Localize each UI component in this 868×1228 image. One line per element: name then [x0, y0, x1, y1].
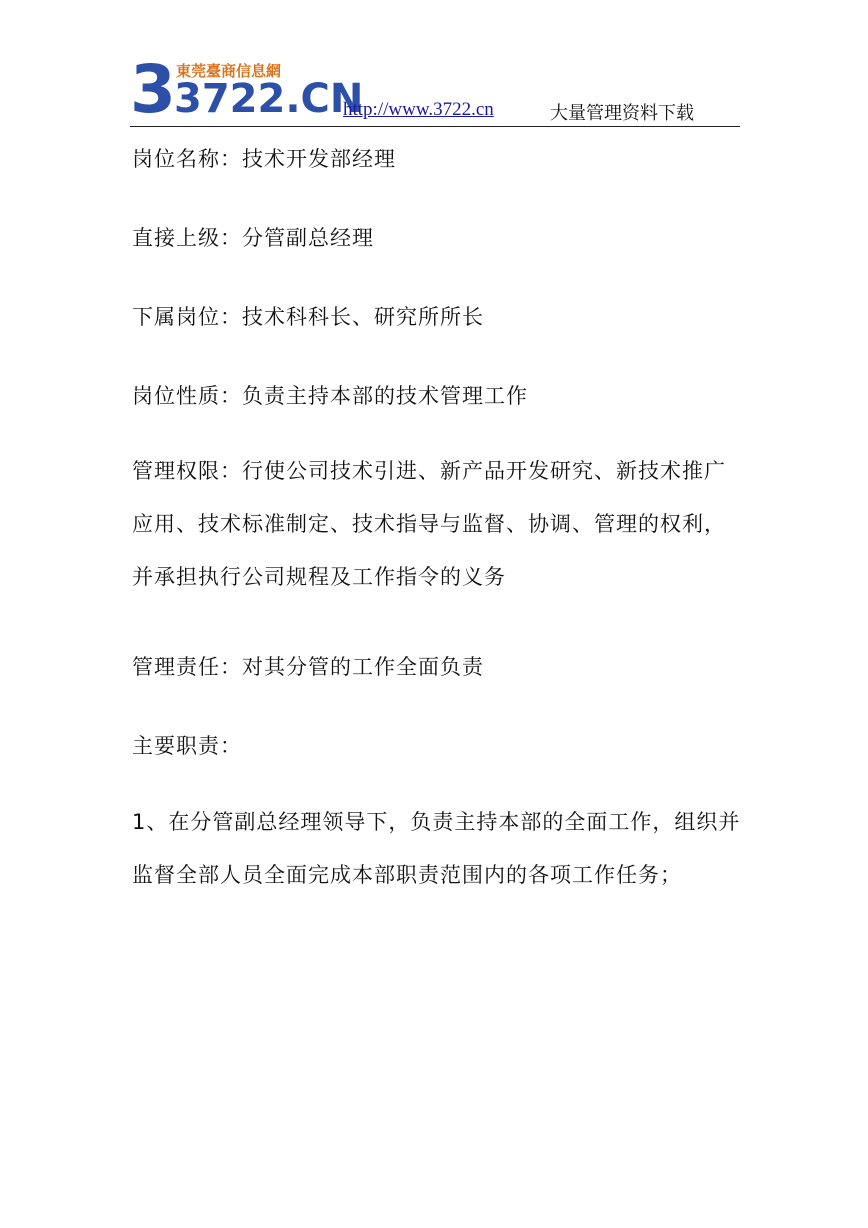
field-label: 岗位名称：	[132, 147, 242, 171]
header-divider	[130, 126, 740, 127]
field-label: 直接上级：	[132, 226, 242, 250]
duties-heading: 主要职责：	[132, 734, 242, 758]
svg-text:3: 3	[130, 51, 176, 128]
field-label: 岗位性质：	[132, 384, 242, 408]
field-value: 技术科科长、研究所所长	[242, 305, 484, 329]
site-url-link[interactable]: http://www.3722.cn	[343, 99, 494, 120]
management-authority	[132, 445, 742, 604]
field-position-name	[132, 143, 396, 173]
authority-value: 行使公司技术引进、新产品开发研究、新技术推广应用、技术标准制定、技术指导与监督、协调、管理的权利，并承担执行公司规程及工作指令的义务	[132, 459, 726, 589]
header-slogan: 大量管理资料下载	[550, 103, 694, 124]
field-direct-superior	[132, 222, 374, 252]
logo-text: 3722.CN	[174, 76, 364, 122]
management-responsibility	[132, 651, 484, 681]
field-label: 下属岗位：	[132, 305, 242, 329]
field-subordinates	[132, 301, 484, 331]
field-value: 分管副总经理	[242, 226, 374, 250]
site-logo	[130, 51, 364, 128]
field-value: 负责主持本部的技术管理工作	[242, 384, 528, 408]
page-header	[130, 51, 740, 128]
duty-item: 1、在分管副总经理领导下，负责主持本部的全面工作，组织并监督全部人员全面完成本部职责范围内的各项工作任务；	[132, 810, 741, 887]
field-value: 技术开发部经理	[242, 147, 396, 171]
authority-label: 管理权限：	[132, 459, 242, 483]
responsibility-label: 管理责任：	[132, 655, 242, 679]
responsibility-value: 对其分管的工作全面负责	[242, 655, 484, 679]
logo-tagline: 東莞臺商信息網	[176, 62, 282, 80]
field-position-nature	[132, 380, 528, 410]
